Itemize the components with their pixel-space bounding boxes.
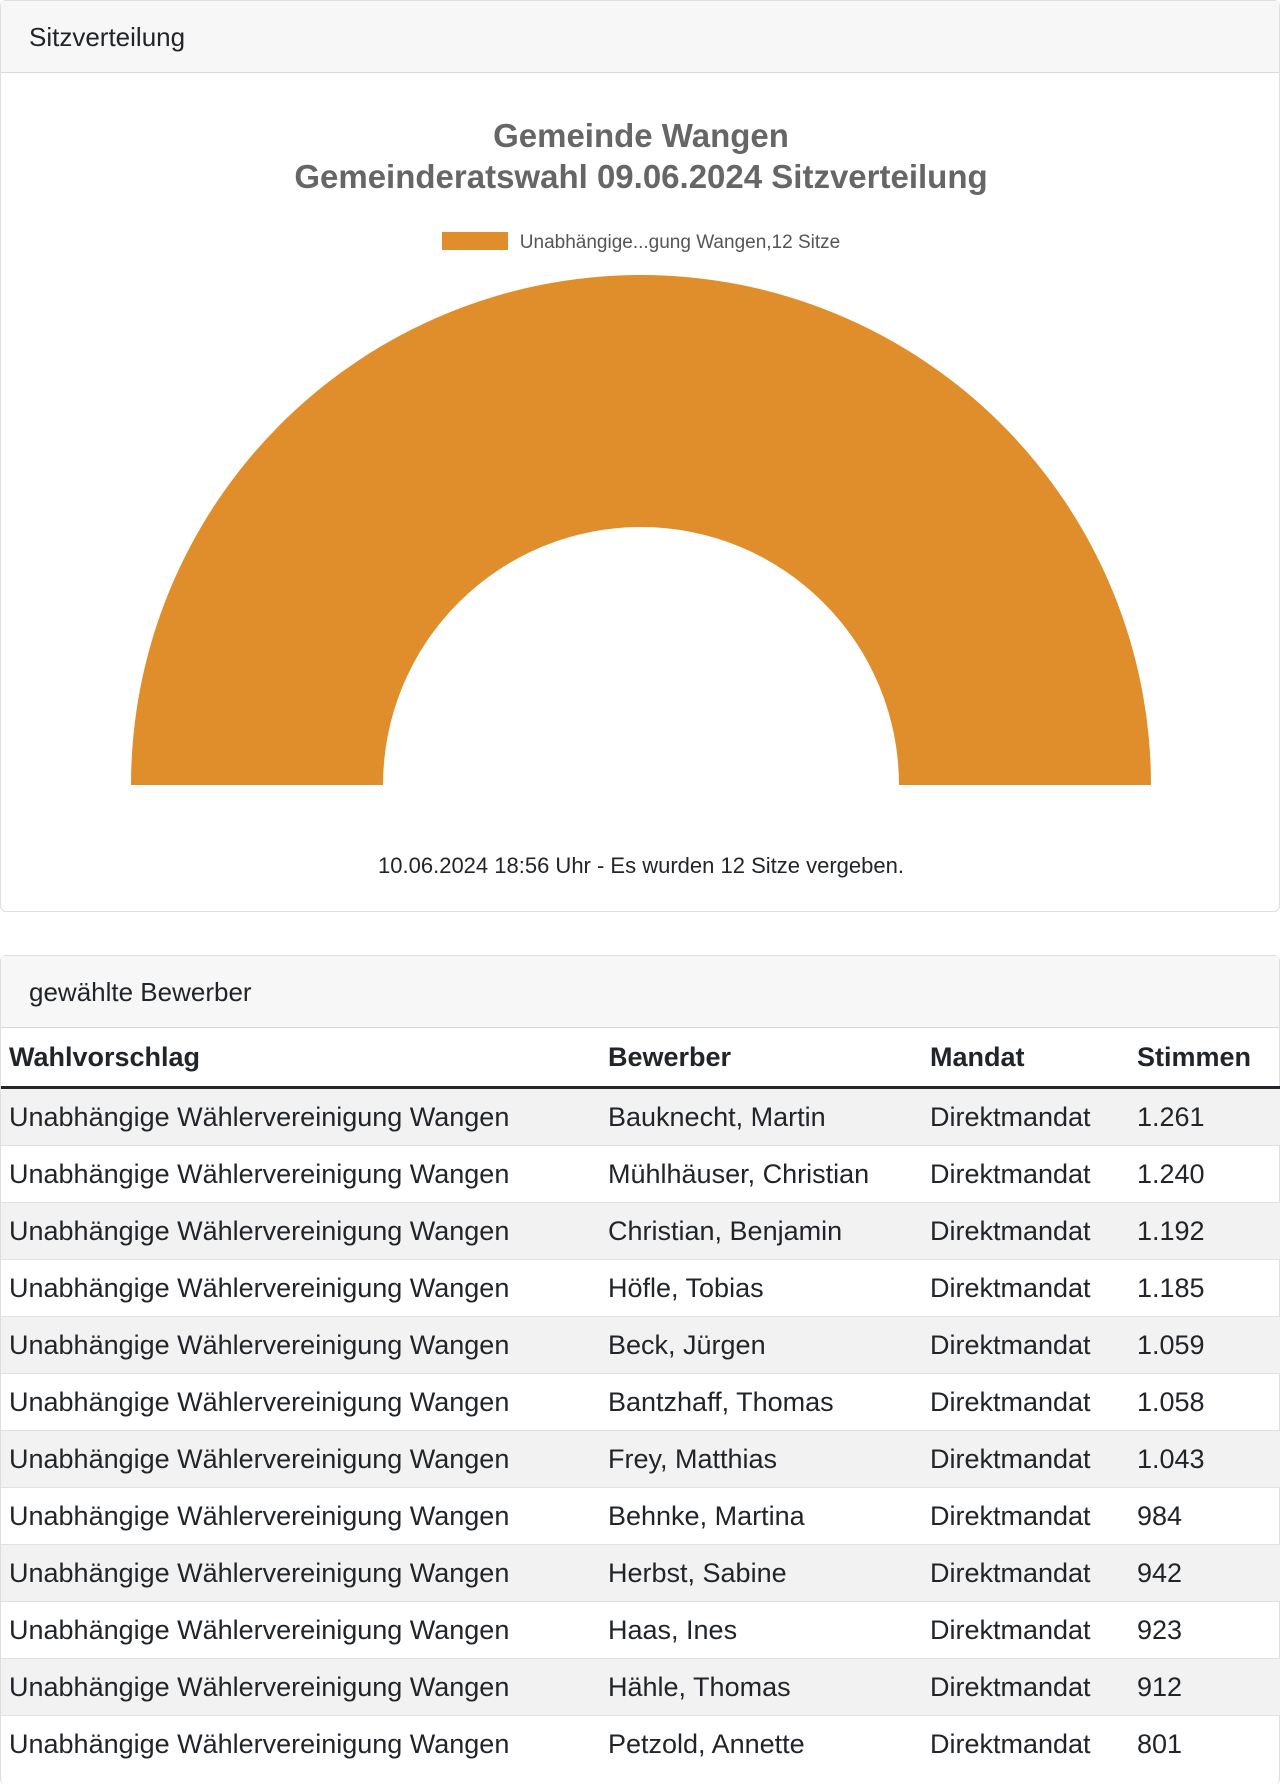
cell-wahlvorschlag: Unabhängige Wählervereinigung Wangen	[1, 1431, 600, 1488]
cell-stimmen: 1.058	[1129, 1374, 1280, 1431]
cell-wahlvorschlag: Unabhängige Wählervereinigung Wangen	[1, 1260, 600, 1317]
table-row	[1, 1203, 1280, 1260]
cell-bewerber: Höfle, Tobias	[600, 1260, 922, 1317]
table-row	[1, 1146, 1280, 1203]
table-row	[1, 1488, 1280, 1545]
cell-mandat: Direktmandat	[922, 1716, 1129, 1773]
cell-wahlvorschlag: Unabhängige Wählervereinigung Wangen	[1, 1088, 600, 1146]
cell-stimmen: 923	[1129, 1602, 1280, 1659]
cell-mandat: Direktmandat	[922, 1146, 1129, 1203]
cell-bewerber: Christian, Benjamin	[600, 1203, 922, 1260]
seat-summary-note: 10.06.2024 18:56 Uhr - Es wurden 12 Sitze vergeben.	[378, 853, 904, 878]
cell-mandat: Direktmandat	[922, 1203, 1129, 1260]
elected-candidates-table	[1, 1028, 1280, 1772]
cell-wahlvorschlag: Unabhängige Wählervereinigung Wangen	[1, 1374, 600, 1431]
cell-mandat: Direktmandat	[922, 1088, 1129, 1146]
cell-mandat: Direktmandat	[922, 1659, 1129, 1716]
table-row	[1, 1374, 1280, 1431]
chart-title-line-2: Gemeinderatswahl 09.06.2024 Sitzverteilung	[294, 158, 988, 195]
table-row	[1, 1088, 1280, 1146]
cell-mandat: Direktmandat	[922, 1545, 1129, 1602]
cell-bewerber: Behnke, Martina	[600, 1488, 922, 1545]
legend-label: Unabhängige...gung Wangen,12 Sitze	[519, 232, 841, 253]
cell-mandat: Direktmandat	[922, 1602, 1129, 1659]
chart-title-line-1: Gemeinde Wangen	[493, 117, 789, 154]
cell-bewerber: Mühlhäuser, Christian	[600, 1146, 922, 1203]
cell-stimmen: 942	[1129, 1545, 1280, 1602]
legend-swatch	[442, 232, 508, 250]
cell-mandat: Direktmandat	[922, 1374, 1129, 1431]
cell-wahlvorschlag: Unabhängige Wählervereinigung Wangen	[1, 1545, 600, 1602]
cell-bewerber: Hähle, Thomas	[600, 1659, 922, 1716]
table-row	[1, 1602, 1280, 1659]
table-row	[1, 1260, 1280, 1317]
elected-candidates-card	[0, 955, 1280, 1785]
table-header-row	[1, 1028, 1280, 1088]
cell-stimmen: 912	[1129, 1659, 1280, 1716]
cell-mandat: Direktmandat	[922, 1260, 1129, 1317]
cell-wahlvorschlag: Unabhängige Wählervereinigung Wangen	[1, 1488, 600, 1545]
cell-bewerber: Beck, Jürgen	[600, 1317, 922, 1374]
cell-bewerber: Haas, Ines	[600, 1602, 922, 1659]
cell-mandat: Direktmandat	[922, 1317, 1129, 1374]
column-header-bewerber: Bewerber	[600, 1028, 922, 1088]
cell-mandat: Direktmandat	[922, 1431, 1129, 1488]
cell-bewerber: Bauknecht, Martin	[600, 1088, 922, 1146]
table-row	[1, 1716, 1280, 1773]
cell-bewerber: Bantzhaff, Thomas	[600, 1374, 922, 1431]
cell-bewerber: Petzold, Annette	[600, 1716, 922, 1773]
cell-wahlvorschlag: Unabhängige Wählervereinigung Wangen	[1, 1716, 600, 1773]
cell-mandat: Direktmandat	[922, 1488, 1129, 1545]
cell-stimmen: 1.185	[1129, 1260, 1280, 1317]
column-header-mandat: Mandat	[922, 1028, 1129, 1088]
cell-stimmen: 1.240	[1129, 1146, 1280, 1203]
column-header-stimmen: Stimmen	[1129, 1028, 1280, 1088]
column-header-wahlvorschlag: Wahlvorschlag	[1, 1028, 600, 1088]
cell-stimmen: 801	[1129, 1716, 1280, 1773]
cell-bewerber: Herbst, Sabine	[600, 1545, 922, 1602]
cell-bewerber: Frey, Matthias	[600, 1431, 922, 1488]
cell-wahlvorschlag: Unabhängige Wählervereinigung Wangen	[1, 1659, 600, 1716]
cell-wahlvorschlag: Unabhängige Wählervereinigung Wangen	[1, 1602, 600, 1659]
table-row	[1, 1431, 1280, 1488]
cell-stimmen: 984	[1129, 1488, 1280, 1545]
cell-stimmen: 1.059	[1129, 1317, 1280, 1374]
cell-wahlvorschlag: Unabhängige Wählervereinigung Wangen	[1, 1317, 600, 1374]
seat-slice[interactable]	[131, 275, 1151, 785]
cell-stimmen: 1.261	[1129, 1088, 1280, 1146]
cell-stimmen: 1.043	[1129, 1431, 1280, 1488]
cell-wahlvorschlag: Unabhängige Wählervereinigung Wangen	[1, 1146, 600, 1203]
seat-distribution-header: Sitzverteilung	[1, 1, 1279, 73]
elected-candidates-header: gewählte Bewerber	[1, 956, 1279, 1028]
cell-stimmen: 1.192	[1129, 1203, 1280, 1260]
table-row	[1, 1659, 1280, 1716]
chart-legend[interactable]	[1, 232, 1280, 254]
table-row	[1, 1317, 1280, 1374]
cell-wahlvorschlag: Unabhängige Wählervereinigung Wangen	[1, 1203, 600, 1260]
table-row	[1, 1545, 1280, 1602]
